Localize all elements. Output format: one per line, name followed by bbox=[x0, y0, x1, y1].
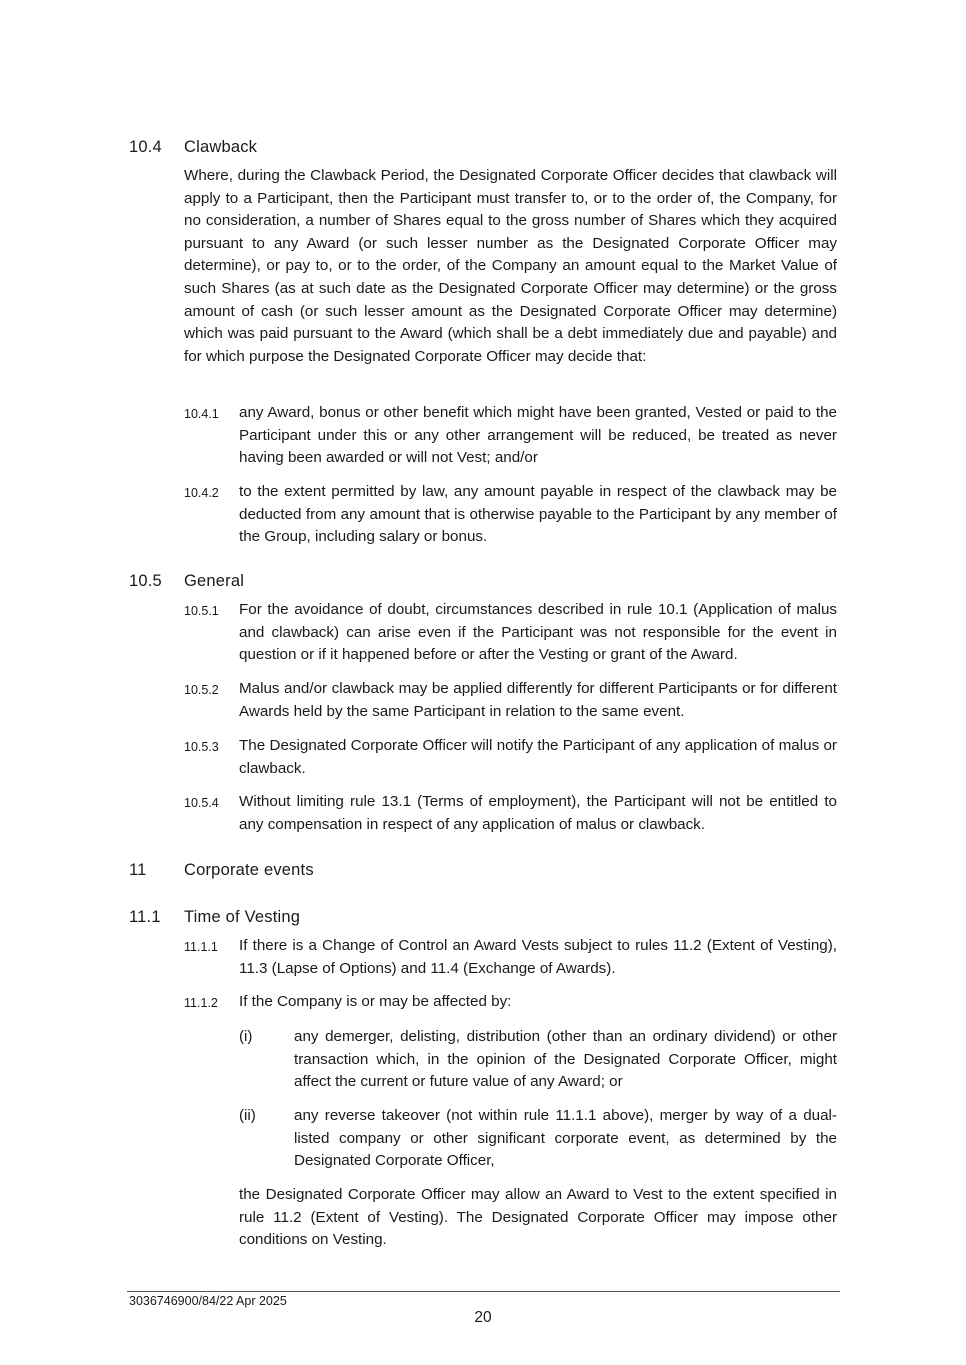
clause-text: If there is a Change of Control an Award Vests subject to rules 11.2 (Extent of Vesting), 11.3 (Lapse of Options) and 11.4 (Exchange of Awards). bbox=[239, 937, 837, 977]
section-number: 10.4 bbox=[129, 138, 162, 156]
clause-text: to the extent permitted by law, any amount payable in respect of the clawback may be deducted from any amount that is otherwise payable to the Participant by any member of the Group, including salary or bonus. bbox=[239, 483, 837, 546]
clause-10-4-2 bbox=[184, 481, 837, 549]
clause-number: 10.5.3 bbox=[184, 740, 219, 754]
clause-text: Without limiting rule 13.1 (Terms of employment), the Participant will not be entitled to any compensation in respect of any application of malus or clawback. bbox=[239, 793, 837, 833]
section-number: 11 bbox=[129, 861, 147, 879]
clause-text: The Designated Corporate Officer will notify the Participant of any application of malus or clawback. bbox=[239, 737, 837, 777]
clawback-intro-paragraph: Where, during the Clawback Period, the Designated Corporate Officer decides that clawback will apply to a Participant, then the Participant must transfer to, or to the order of, the Company, for no consideration, a number of Shares equal to the gross number of Shares which they acquired pursuant to any Award (or such lesser number as the Designated Corporate Officer may determine), or pay to, or to the order, of the Company an amount equal to the Market Value of such Shares (as at such date as the Designated Corporate Officer may determine) or the gross amount of cash (or such lesser amount as the Designated Corporate Officer may determine) which was paid pursuant to the Award (which shall be a debt immediately due and payable) and for which purpose the Designated Corporate Officer may decide that: bbox=[184, 167, 837, 365]
clause-11-1-1 bbox=[184, 935, 837, 980]
subclause-ii bbox=[239, 1105, 837, 1173]
section-title: Corporate events bbox=[184, 861, 314, 879]
closing-text: the Designated Corporate Officer may allow an Award to Vest to the extent specified in rule 11.2 (Extent of Vesting). The Designated Corporate Officer may impose other conditions on Vesting. bbox=[239, 1186, 837, 1249]
subclause-i bbox=[239, 1026, 837, 1094]
clause-text: If the Company is or may be affected by: bbox=[239, 993, 512, 1010]
clause-10-5-1 bbox=[184, 599, 837, 667]
section-number: 10.5 bbox=[129, 572, 162, 590]
clause-10-4-1 bbox=[184, 402, 837, 470]
clause-text: For the avoidance of doubt, circumstances described in rule 10.1 (Application of malus and clawback) can arise even if the Participant was not responsible for the event in question or if it happened before or after the Vesting or grant of the Award. bbox=[239, 601, 837, 664]
subclause-text: any demerger, delisting, distribution (other than an ordinary dividend) or other transaction which, in the opinion of the Designated Corporate Officer, might affect the current or future value of any Award; or bbox=[294, 1028, 837, 1091]
clause-number: 10.5.1 bbox=[184, 604, 219, 618]
footer-divider bbox=[127, 1291, 840, 1292]
section-title: Clawback bbox=[184, 138, 258, 156]
subclause-number: (ii) bbox=[239, 1107, 256, 1124]
clause-10-5-4 bbox=[184, 791, 837, 836]
section-title: Time of Vesting bbox=[184, 908, 301, 926]
clause-number: 10.5.2 bbox=[184, 683, 219, 697]
clause-text: any Award, bonus or other benefit which might have been granted, Vested or paid to the Participant under this or any other arrangement will be reduced, be treated as never having been awarded or will not Vest; and/or bbox=[239, 404, 837, 467]
clause-number: 11.1.1 bbox=[184, 940, 218, 954]
clause-11-1-2 bbox=[184, 991, 837, 1014]
page-number: 20 bbox=[474, 1309, 492, 1326]
clause-number: 10.5.4 bbox=[184, 796, 219, 810]
document-reference: 3036746900/84/22 Apr 2025 bbox=[129, 1294, 287, 1308]
section-title: General bbox=[184, 572, 245, 590]
subclause-text: any reverse takeover (not within rule 11.1.1 above), merger by way of a dual-listed company or other significant corporate event, as determined by the Designated Corporate Officer, bbox=[294, 1107, 837, 1170]
closing-paragraph bbox=[239, 1184, 837, 1252]
clause-10-5-3 bbox=[184, 735, 837, 780]
clause-10-5-2 bbox=[184, 678, 837, 723]
clause-number: 11.1.2 bbox=[184, 996, 218, 1010]
clause-text: Malus and/or clawback may be applied differently for different Participants or for different Awards held by the same Participant in relation to the same event. bbox=[239, 680, 837, 720]
subclause-number: (i) bbox=[239, 1028, 253, 1045]
clause-number: 10.4.2 bbox=[184, 486, 219, 500]
clause-number: 10.4.1 bbox=[184, 407, 219, 421]
section-number: 11.1 bbox=[129, 908, 161, 926]
